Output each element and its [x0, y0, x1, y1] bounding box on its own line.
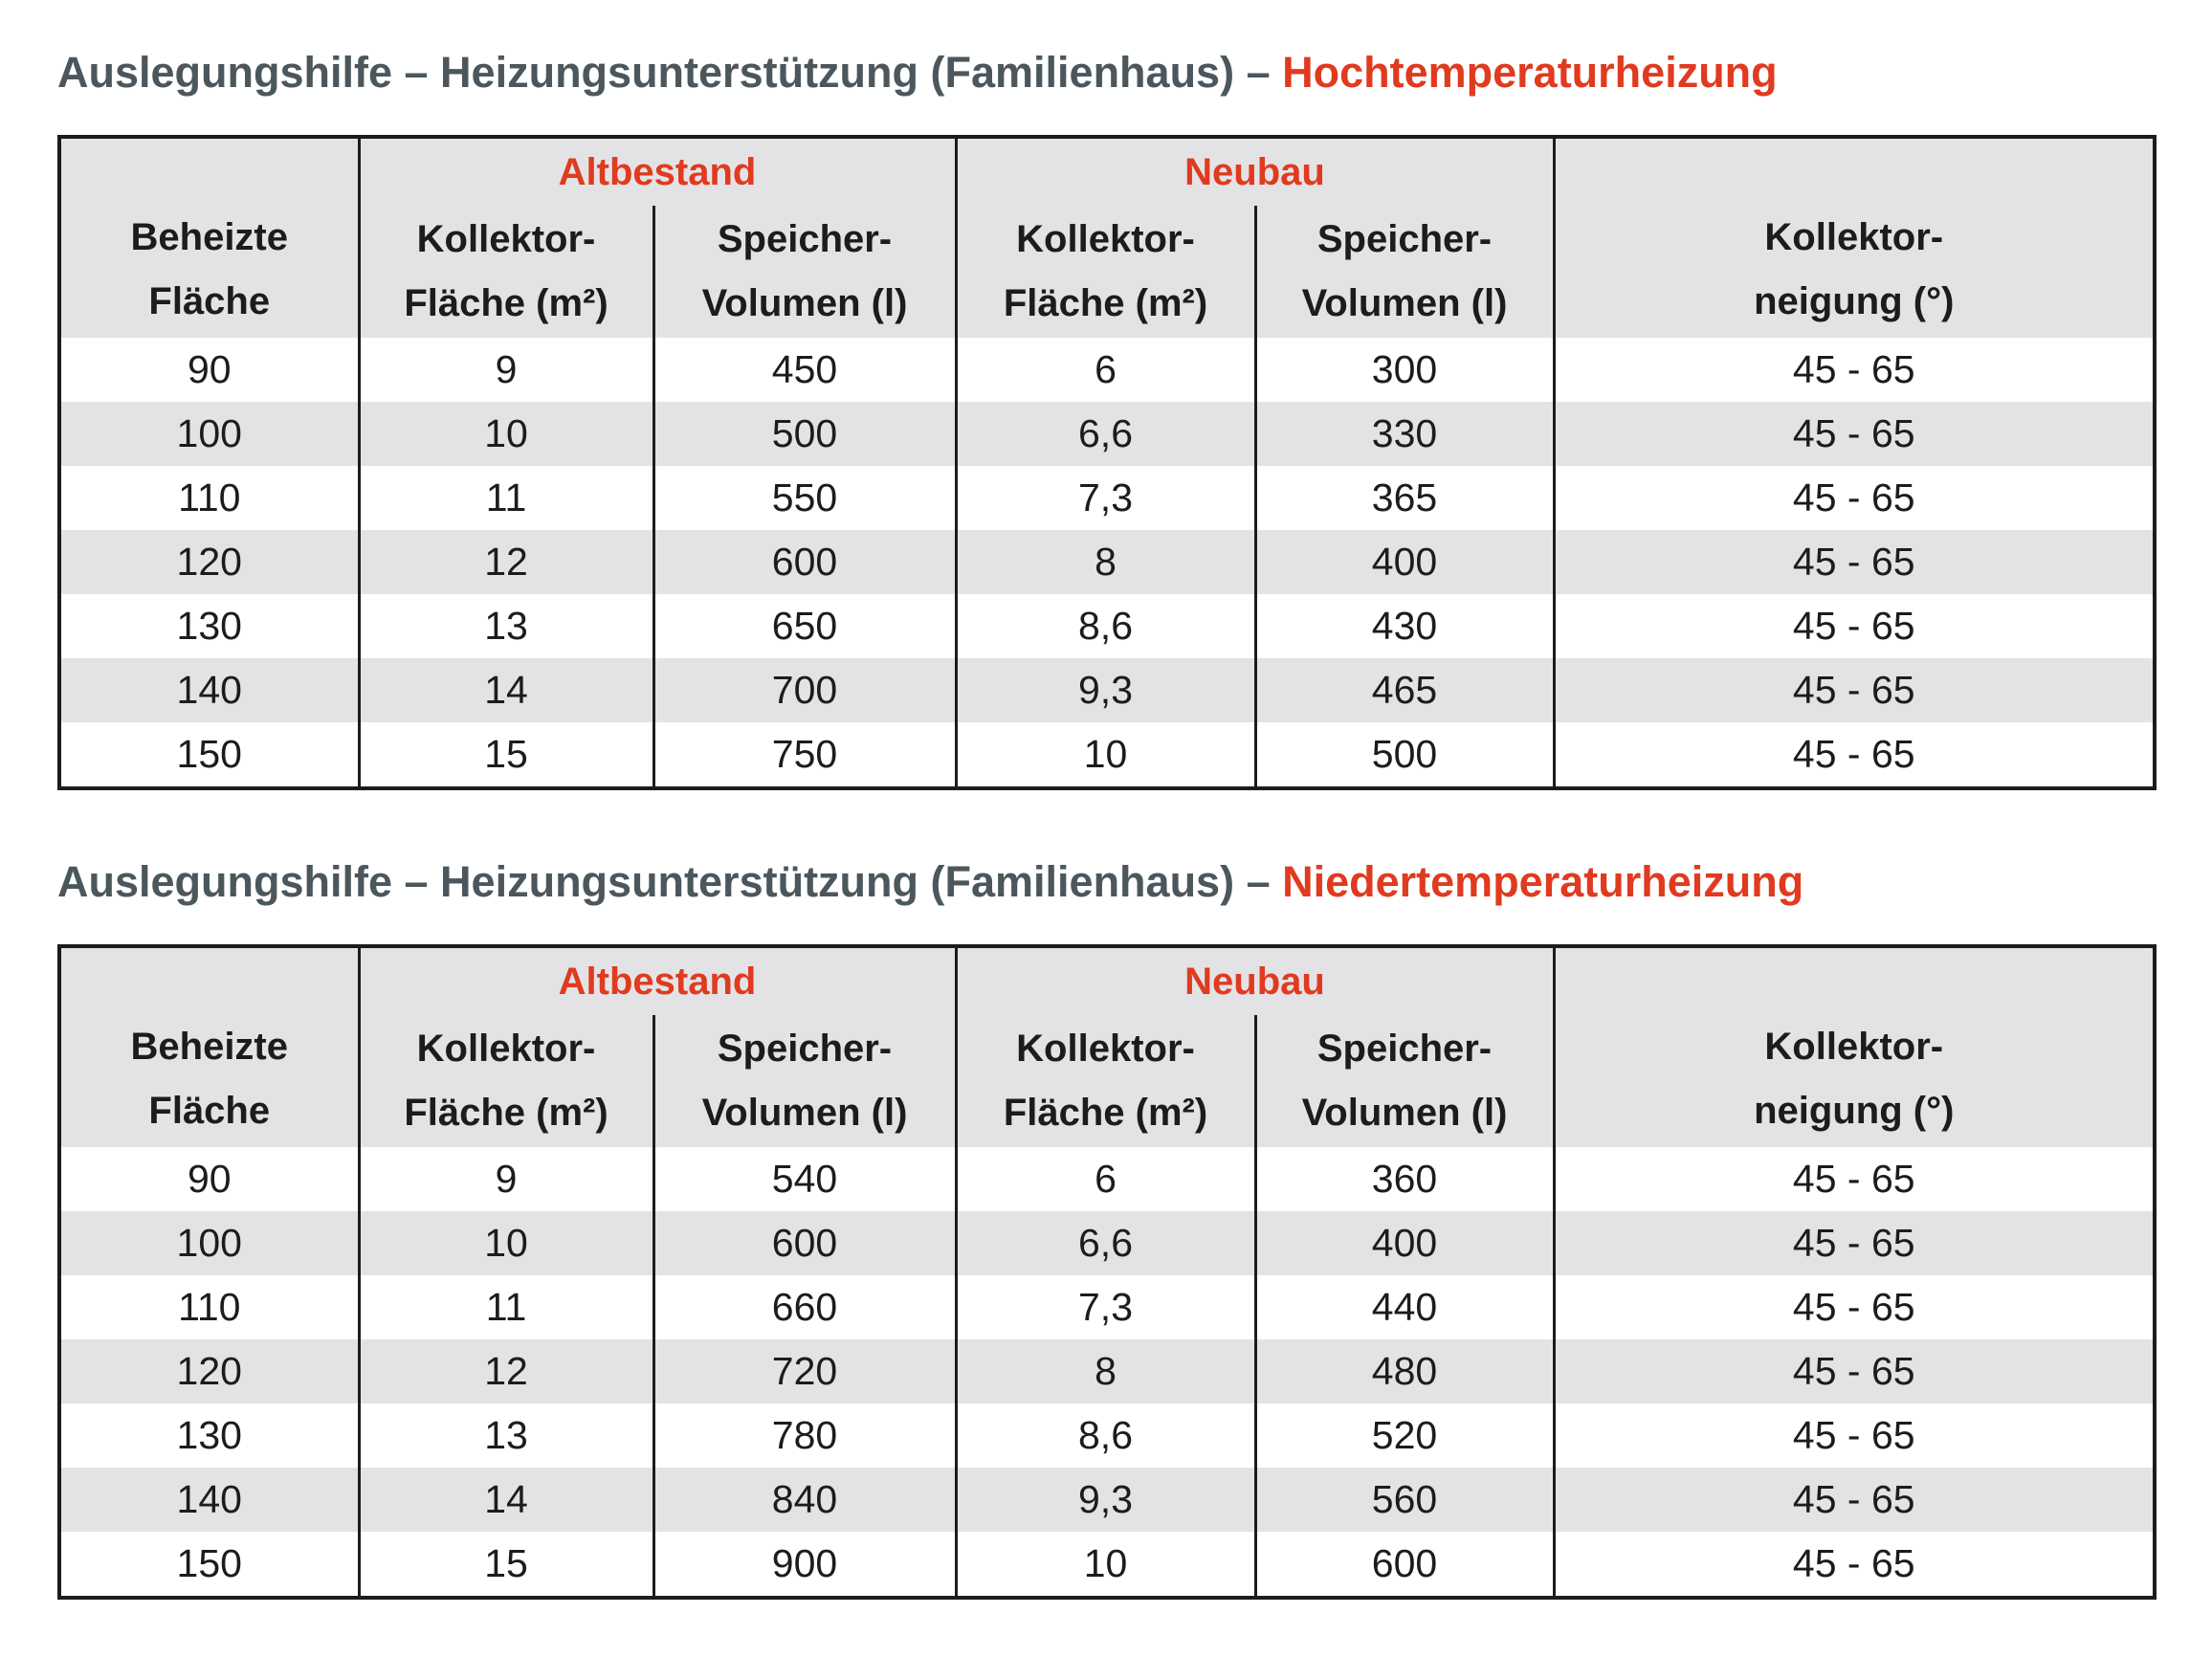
table-row [59, 1404, 2155, 1468]
cell-neu-speichervolumen: 465 [1255, 658, 1554, 722]
cell-neu-speichervolumen: 480 [1255, 1339, 1554, 1404]
cell-beheizte-flaeche: 140 [59, 658, 359, 722]
header-line: Kollektor- [1016, 218, 1195, 260]
cell-alt-speichervolumen: 450 [653, 338, 956, 402]
cell-alt-kollektorflaeche: 13 [359, 1404, 653, 1468]
cell-neu-speichervolumen: 300 [1255, 338, 1554, 402]
header-neu-kollektorflaeche [956, 206, 1255, 338]
cell-neu-kollektorflaeche: 6,6 [956, 1211, 1255, 1275]
cell-neu-kollektorflaeche: 8,6 [956, 1404, 1255, 1468]
cell-alt-kollektorflaeche: 14 [359, 658, 653, 722]
header-alt-kollektorflaeche [359, 1015, 653, 1147]
cell-kollektorneigung: 45 - 65 [1554, 1339, 2155, 1404]
header-line: Kollektor- [416, 1028, 596, 1070]
cell-alt-kollektorflaeche: 10 [359, 1211, 653, 1275]
cell-neu-speichervolumen: 440 [1255, 1275, 1554, 1339]
header-alt-speichervolumen [653, 1015, 956, 1147]
cell-alt-speichervolumen: 720 [653, 1339, 956, 1404]
cell-kollektorneigung: 45 - 65 [1554, 466, 2155, 530]
header-beheizte-flaeche [59, 946, 359, 1147]
cell-kollektorneigung: 45 - 65 [1554, 1468, 2155, 1532]
header-line: Beheizte [130, 1026, 288, 1068]
cell-kollektorneigung: 45 - 65 [1554, 722, 2155, 788]
table-row [59, 1275, 2155, 1339]
header-neu-speichervolumen [1255, 1015, 1554, 1147]
table-row [59, 594, 2155, 658]
section-title [57, 48, 1778, 98]
table-row [59, 722, 2155, 788]
header-line: Fläche [148, 1090, 271, 1132]
cell-beheizte-flaeche: 90 [59, 338, 359, 402]
header-kollektorneigung [1554, 946, 2155, 1147]
header-line: Speicher- [1316, 218, 1493, 260]
cell-beheizte-flaeche: 120 [59, 530, 359, 594]
header-line: Fläche (m²) [404, 282, 608, 324]
header-row-groups [59, 137, 2155, 206]
table-row [59, 466, 2155, 530]
header-group-altbestand: Altbestand [359, 137, 956, 206]
cell-kollektorneigung: 45 - 65 [1554, 1275, 2155, 1339]
cell-beheizte-flaeche: 130 [59, 594, 359, 658]
section-title-highlight: Niedertemperaturheizung [1282, 857, 1804, 906]
table-row [59, 1211, 2155, 1275]
cell-neu-kollektorflaeche: 7,3 [956, 466, 1255, 530]
cell-neu-speichervolumen: 365 [1255, 466, 1554, 530]
cell-neu-kollektorflaeche: 10 [956, 1532, 1255, 1598]
cell-neu-speichervolumen: 360 [1255, 1147, 1554, 1211]
cell-alt-speichervolumen: 540 [653, 1147, 956, 1211]
header-line: Fläche [148, 280, 271, 322]
cell-neu-kollektorflaeche: 8 [956, 1339, 1255, 1404]
table-row [59, 1532, 2155, 1598]
cell-beheizte-flaeche: 150 [59, 1532, 359, 1598]
cell-kollektorneigung: 45 - 65 [1554, 658, 2155, 722]
table-row [59, 1468, 2155, 1532]
section-title [57, 857, 1803, 907]
header-neu-speichervolumen [1255, 206, 1554, 338]
header-group-altbestand: Altbestand [359, 946, 956, 1015]
cell-neu-speichervolumen: 400 [1255, 530, 1554, 594]
table-row [59, 530, 2155, 594]
cell-alt-speichervolumen: 750 [653, 722, 956, 788]
table-row [59, 1147, 2155, 1211]
cell-beheizte-flaeche: 90 [59, 1147, 359, 1211]
header-group-neubau: Neubau [956, 137, 1554, 206]
section-title-highlight: Hochtemperaturheizung [1282, 48, 1778, 97]
cell-alt-kollektorflaeche: 12 [359, 530, 653, 594]
header-line: Kollektor- [1764, 216, 1944, 258]
table-row [59, 402, 2155, 466]
cell-alt-kollektorflaeche: 15 [359, 722, 653, 788]
cell-beheizte-flaeche: 100 [59, 1211, 359, 1275]
cell-neu-kollektorflaeche: 9,3 [956, 1468, 1255, 1532]
cell-kollektorneigung: 45 - 65 [1554, 1532, 2155, 1598]
sizing-table [57, 135, 2157, 790]
cell-neu-speichervolumen: 500 [1255, 722, 1554, 788]
cell-neu-speichervolumen: 600 [1255, 1532, 1554, 1598]
section-title-prefix: Auslegungshilfe – Heizungsunterstützung (Familienhaus) – [57, 857, 1283, 906]
header-line: Beheizte [130, 216, 288, 258]
cell-alt-speichervolumen: 900 [653, 1532, 956, 1598]
cell-neu-speichervolumen: 400 [1255, 1211, 1554, 1275]
cell-alt-kollektorflaeche: 12 [359, 1339, 653, 1404]
header-line: Speicher- [717, 218, 893, 260]
cell-alt-speichervolumen: 650 [653, 594, 956, 658]
header-kollektorneigung [1554, 137, 2155, 338]
header-line: neigung (°) [1754, 280, 1955, 322]
cell-neu-speichervolumen: 430 [1255, 594, 1554, 658]
header-line: Fläche (m²) [1003, 282, 1208, 324]
header-line: Speicher- [1316, 1028, 1493, 1070]
cell-beheizte-flaeche: 120 [59, 1339, 359, 1404]
header-line: Kollektor- [416, 218, 596, 260]
cell-neu-kollektorflaeche: 7,3 [956, 1275, 1255, 1339]
cell-beheizte-flaeche: 130 [59, 1404, 359, 1468]
cell-alt-kollektorflaeche: 11 [359, 1275, 653, 1339]
cell-alt-speichervolumen: 660 [653, 1275, 956, 1339]
cell-kollektorneigung: 45 - 65 [1554, 1404, 2155, 1468]
cell-kollektorneigung: 45 - 65 [1554, 530, 2155, 594]
cell-alt-kollektorflaeche: 10 [359, 402, 653, 466]
header-line: Volumen (l) [701, 1092, 908, 1134]
sizing-table [57, 944, 2157, 1600]
header-line: Speicher- [717, 1028, 893, 1070]
header-line: Volumen (l) [1301, 282, 1508, 324]
cell-alt-kollektorflaeche: 13 [359, 594, 653, 658]
cell-kollektorneigung: 45 - 65 [1554, 594, 2155, 658]
header-line: Fläche (m²) [404, 1092, 608, 1134]
header-row-groups [59, 946, 2155, 1015]
cell-beheizte-flaeche: 140 [59, 1468, 359, 1532]
cell-beheizte-flaeche: 100 [59, 402, 359, 466]
header-line: Volumen (l) [701, 282, 908, 324]
cell-alt-kollektorflaeche: 14 [359, 1468, 653, 1532]
table-row [59, 338, 2155, 402]
cell-neu-kollektorflaeche: 10 [956, 722, 1255, 788]
section-title-prefix: Auslegungshilfe – Heizungsunterstützung (Familienhaus) – [57, 48, 1283, 97]
header-neu-kollektorflaeche [956, 1015, 1255, 1147]
cell-kollektorneigung: 45 - 65 [1554, 338, 2155, 402]
cell-alt-speichervolumen: 840 [653, 1468, 956, 1532]
cell-alt-kollektorflaeche: 9 [359, 1147, 653, 1211]
cell-beheizte-flaeche: 150 [59, 722, 359, 788]
cell-neu-kollektorflaeche: 6,6 [956, 402, 1255, 466]
cell-alt-speichervolumen: 780 [653, 1404, 956, 1468]
cell-alt-kollektorflaeche: 9 [359, 338, 653, 402]
cell-alt-speichervolumen: 600 [653, 1211, 956, 1275]
header-group-neubau: Neubau [956, 946, 1554, 1015]
cell-beheizte-flaeche: 110 [59, 1275, 359, 1339]
cell-kollektorneigung: 45 - 65 [1554, 1147, 2155, 1211]
table-row [59, 658, 2155, 722]
cell-neu-kollektorflaeche: 9,3 [956, 658, 1255, 722]
cell-neu-kollektorflaeche: 6 [956, 338, 1255, 402]
header-line: Fläche (m²) [1003, 1092, 1208, 1134]
header-line: Volumen (l) [1301, 1092, 1508, 1134]
cell-kollektorneigung: 45 - 65 [1554, 402, 2155, 466]
table-row [59, 1339, 2155, 1404]
header-alt-kollektorflaeche [359, 206, 653, 338]
cell-neu-kollektorflaeche: 8 [956, 530, 1255, 594]
cell-alt-speichervolumen: 500 [653, 402, 956, 466]
header-beheizte-flaeche [59, 137, 359, 338]
cell-neu-kollektorflaeche: 8,6 [956, 594, 1255, 658]
cell-beheizte-flaeche: 110 [59, 466, 359, 530]
header-line: Kollektor- [1016, 1028, 1195, 1070]
cell-alt-speichervolumen: 600 [653, 530, 956, 594]
cell-kollektorneigung: 45 - 65 [1554, 1211, 2155, 1275]
cell-alt-kollektorflaeche: 11 [359, 466, 653, 530]
cell-neu-speichervolumen: 560 [1255, 1468, 1554, 1532]
cell-alt-kollektorflaeche: 15 [359, 1532, 653, 1598]
cell-neu-speichervolumen: 330 [1255, 402, 1554, 466]
header-line: neigung (°) [1754, 1090, 1955, 1132]
cell-alt-speichervolumen: 550 [653, 466, 956, 530]
header-line: Kollektor- [1764, 1026, 1944, 1068]
cell-neu-kollektorflaeche: 6 [956, 1147, 1255, 1211]
cell-alt-speichervolumen: 700 [653, 658, 956, 722]
cell-neu-speichervolumen: 520 [1255, 1404, 1554, 1468]
header-alt-speichervolumen [653, 206, 956, 338]
